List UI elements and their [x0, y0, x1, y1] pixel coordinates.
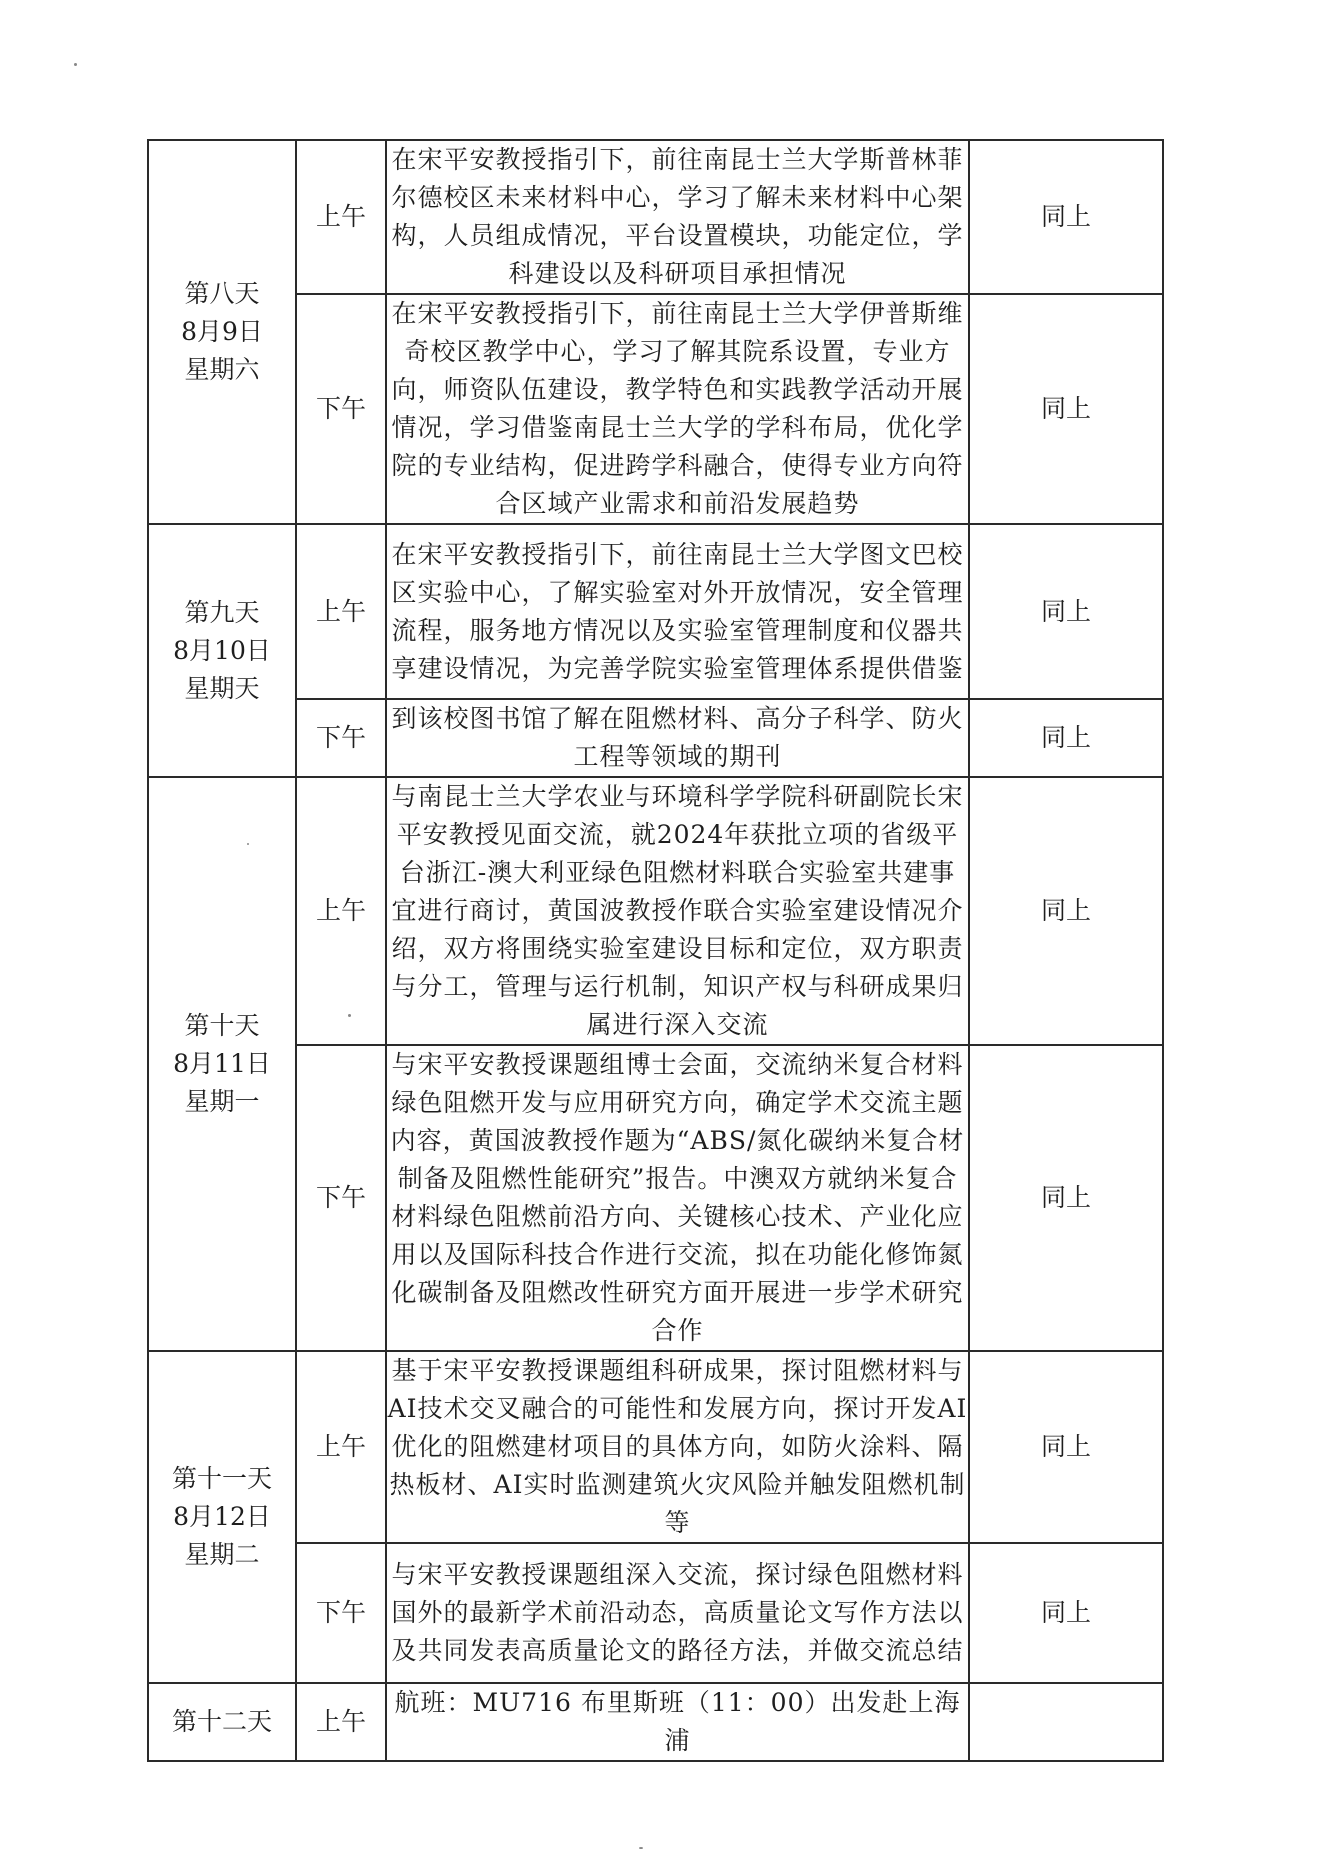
- table-row: [148, 294, 1163, 524]
- weekday-label: 星期二: [184, 1540, 260, 1569]
- note-cell: 同上: [969, 777, 1163, 1045]
- activity-cell: 到该校图书馆了解在阻燃材料、高分子科学、防火工程等领域的期刊: [386, 699, 969, 777]
- table-row: [148, 777, 1163, 1045]
- date-label: 8月11日: [173, 1049, 271, 1078]
- period-cell: 下午: [296, 699, 386, 777]
- note-cell: 同上: [969, 294, 1163, 524]
- period-cell: 上午: [296, 524, 386, 699]
- note-cell: 同上: [969, 1543, 1163, 1683]
- activity-cell: 在宋平安教授指引下，前往南昆士兰大学伊普斯维奇校区教学中心，学习了解其院系设置，专业方向，师资队伍建设，教学特色和实践教学活动开展情况，学习借鉴南昆士兰大学的学科布局，优化学院的专业结构，促进跨学科融合，使得专业方向符合区域产业需求和前沿发展趋势: [386, 294, 969, 524]
- note-cell: 同上: [969, 1045, 1163, 1351]
- table-row: [148, 1045, 1163, 1351]
- activity-cell: 在宋平安教授指引下，前往南昆士兰大学图文巴校区实验中心，了解实验室对外开放情况，安全管理流程，服务地方情况以及实验室管理制度和仪器共享建设情况，为完善学院实验室管理体系提供借鉴: [386, 524, 969, 699]
- period-cell: 上午: [296, 777, 386, 1045]
- table-row: [148, 524, 1163, 699]
- activity-cell: 与宋平安教授课题组深入交流，探讨绿色阻燃材料国外的最新学术前沿动态，高质量论文写作方法以及共同发表高质量论文的路径方法，并做交流总结: [386, 1543, 969, 1683]
- period-cell: 下午: [296, 1045, 386, 1351]
- weekday-label: 星期天: [184, 673, 260, 703]
- table-row: [148, 1683, 1163, 1761]
- scan-speck: [74, 63, 77, 66]
- day-cell: [148, 140, 296, 524]
- period-cell: 下午: [296, 294, 386, 524]
- day-label: 第十天: [184, 1011, 260, 1040]
- note-cell: 同上: [969, 524, 1163, 699]
- table-row: [148, 140, 1163, 294]
- day-cell: [148, 1351, 296, 1683]
- activity-cell: 与宋平安教授课题组博士会面，交流纳米复合材料绿色阻燃开发与应用研究方向，确定学术交流主题内容，黄国波教授作题为“ABS/氮化碳纳米复合材制备及阻燃性能研究”报告。中澳双方就纳米复合材料绿色阻燃前沿方向、关键核心技术、产业化应用以及国际科技合作进行交流，拟在功能化修饰氮化碳制备及阻燃改性研究方面开展进一步学术研究合作: [386, 1045, 969, 1351]
- table-row: [148, 699, 1163, 777]
- date-label: 8月10日: [173, 635, 271, 665]
- weekday-label: 星期六: [184, 355, 260, 384]
- period-cell: 上午: [296, 1683, 386, 1761]
- note-cell: 同上: [969, 140, 1163, 294]
- day-label: 第八天: [184, 279, 260, 308]
- note-cell: 同上: [969, 1351, 1163, 1543]
- period-cell: 上午: [296, 1351, 386, 1543]
- day-cell: [148, 1683, 296, 1761]
- period-cell: 上午: [296, 140, 386, 294]
- activity-cell: 基于宋平安教授课题组科研成果，探讨阻燃材料与AI技术交叉融合的可能性和发展方向，探讨开发AI优化的阻燃建材项目的具体方向，如防火涂料、隔热板材、AI实时监测建筑火灾风险并触发阻燃机制等: [386, 1351, 969, 1543]
- activity-cell: 航班：MU716 布里斯班（11：00）出发赴上海浦: [386, 1683, 969, 1761]
- period-cell: 下午: [296, 1543, 386, 1683]
- date-label: 8月9日: [181, 317, 263, 346]
- table-row: [148, 1543, 1163, 1683]
- table-row: [148, 1351, 1163, 1543]
- day-label: 第十一天: [171, 1464, 272, 1493]
- activity-cell: 与南昆士兰大学农业与环境科学学院科研副院长宋平安教授见面交流，就2024年获批立项的省级平台浙江-澳大利亚绿色阻燃材料联合实验室共建事宜进行商讨，黄国波教授作联合实验室建设情况介绍，双方将围绕实验室建设目标和定位，双方职责与分工，管理与运行机制，知识产权与科研成果归属进行深入交流: [386, 777, 969, 1045]
- weekday-label: 星期一: [184, 1087, 260, 1116]
- activity-cell: 在宋平安教授指引下，前往南昆士兰大学斯普林菲尔德校区未来材料中心，学习了解未来材料中心架构，人员组成情况，平台设置模块，功能定位，学科建设以及科研项目承担情况: [386, 140, 969, 294]
- itinerary-table: [147, 139, 1164, 1762]
- note-cell: [969, 1683, 1163, 1761]
- scan-speck: [639, 1847, 643, 1849]
- day-label: 第十二天: [171, 1707, 272, 1736]
- note-cell: 同上: [969, 699, 1163, 777]
- day-cell: [148, 524, 296, 777]
- date-label: 8月12日: [173, 1502, 271, 1531]
- day-label: 第九天: [184, 597, 260, 627]
- day-cell: [148, 777, 296, 1351]
